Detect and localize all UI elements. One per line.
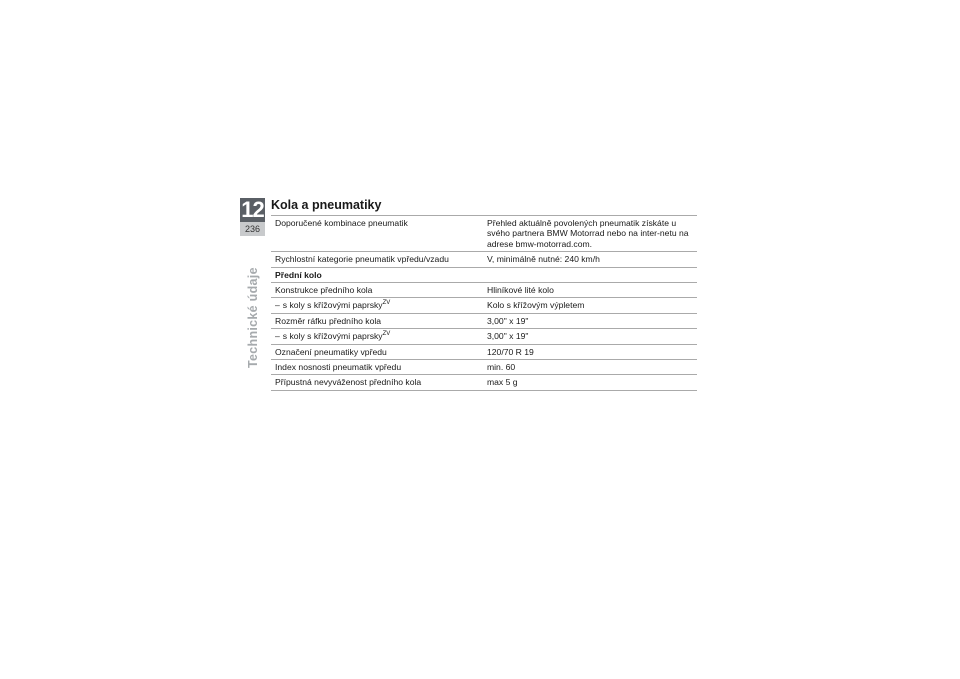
chapter-side-title: Technické údaje: [246, 267, 260, 368]
row-value: Kolo s křížovým výpletem: [483, 298, 697, 313]
chapter-tab: [240, 198, 265, 236]
row-label-option: [271, 298, 483, 313]
option-label-text: s koly s křížovými paprsky: [282, 331, 383, 342]
row-value: Hliníkové lité kolo: [483, 283, 697, 298]
section-title: Kola a pneumatiky: [271, 198, 382, 212]
row-label: Doporučené kombinace pneumatik: [271, 216, 483, 252]
row-value: max 5 g: [483, 375, 697, 390]
row-label: Rychlostní kategorie pneumatik vpředu/vzadu: [271, 252, 483, 267]
option-marker: ZV: [382, 300, 391, 307]
table-row: [271, 216, 697, 252]
table-row: [271, 283, 697, 298]
table-row: [271, 252, 697, 267]
row-label: Konstrukce předního kola: [271, 283, 483, 298]
row-label: Index nosnosti pneumatik vpředu: [271, 360, 483, 375]
row-value: 3,00" x 19": [483, 313, 697, 328]
row-value: 120/70 R 19: [483, 344, 697, 359]
row-value: V, minimálně nutné: 240 km/h: [483, 252, 697, 267]
row-label-option: [271, 329, 483, 344]
row-value: min. 60: [483, 360, 697, 375]
table-row: [271, 344, 697, 359]
specification-table: [271, 215, 697, 391]
row-value: 3,00" x 19": [483, 329, 697, 344]
subheading-front-wheel: Přední kolo: [271, 267, 697, 282]
table-row: [271, 313, 697, 328]
table-row: [271, 298, 697, 313]
option-label-text: s koly s křížovými paprsky: [282, 300, 383, 311]
table-row: [271, 375, 697, 390]
row-value: Přehled aktuálně povolených pneumatik získáte u svého partnera BMW Motorrad nebo na inter-netu na adrese bmw-motorrad.com.: [483, 216, 697, 252]
table-row: [271, 360, 697, 375]
table-row: [271, 329, 697, 344]
dash-marker: –: [275, 300, 280, 311]
row-label: Přípustná nevyváženost předního kola: [271, 375, 483, 390]
row-label: Označení pneumatiky vpředu: [271, 344, 483, 359]
chapter-number: 12: [241, 197, 264, 222]
page-number: 236: [240, 222, 265, 236]
option-marker: ZV: [382, 331, 391, 338]
row-label: Rozměr ráfku předního kola: [271, 313, 483, 328]
table-subheading-row: [271, 267, 697, 282]
dash-marker: –: [275, 331, 280, 342]
